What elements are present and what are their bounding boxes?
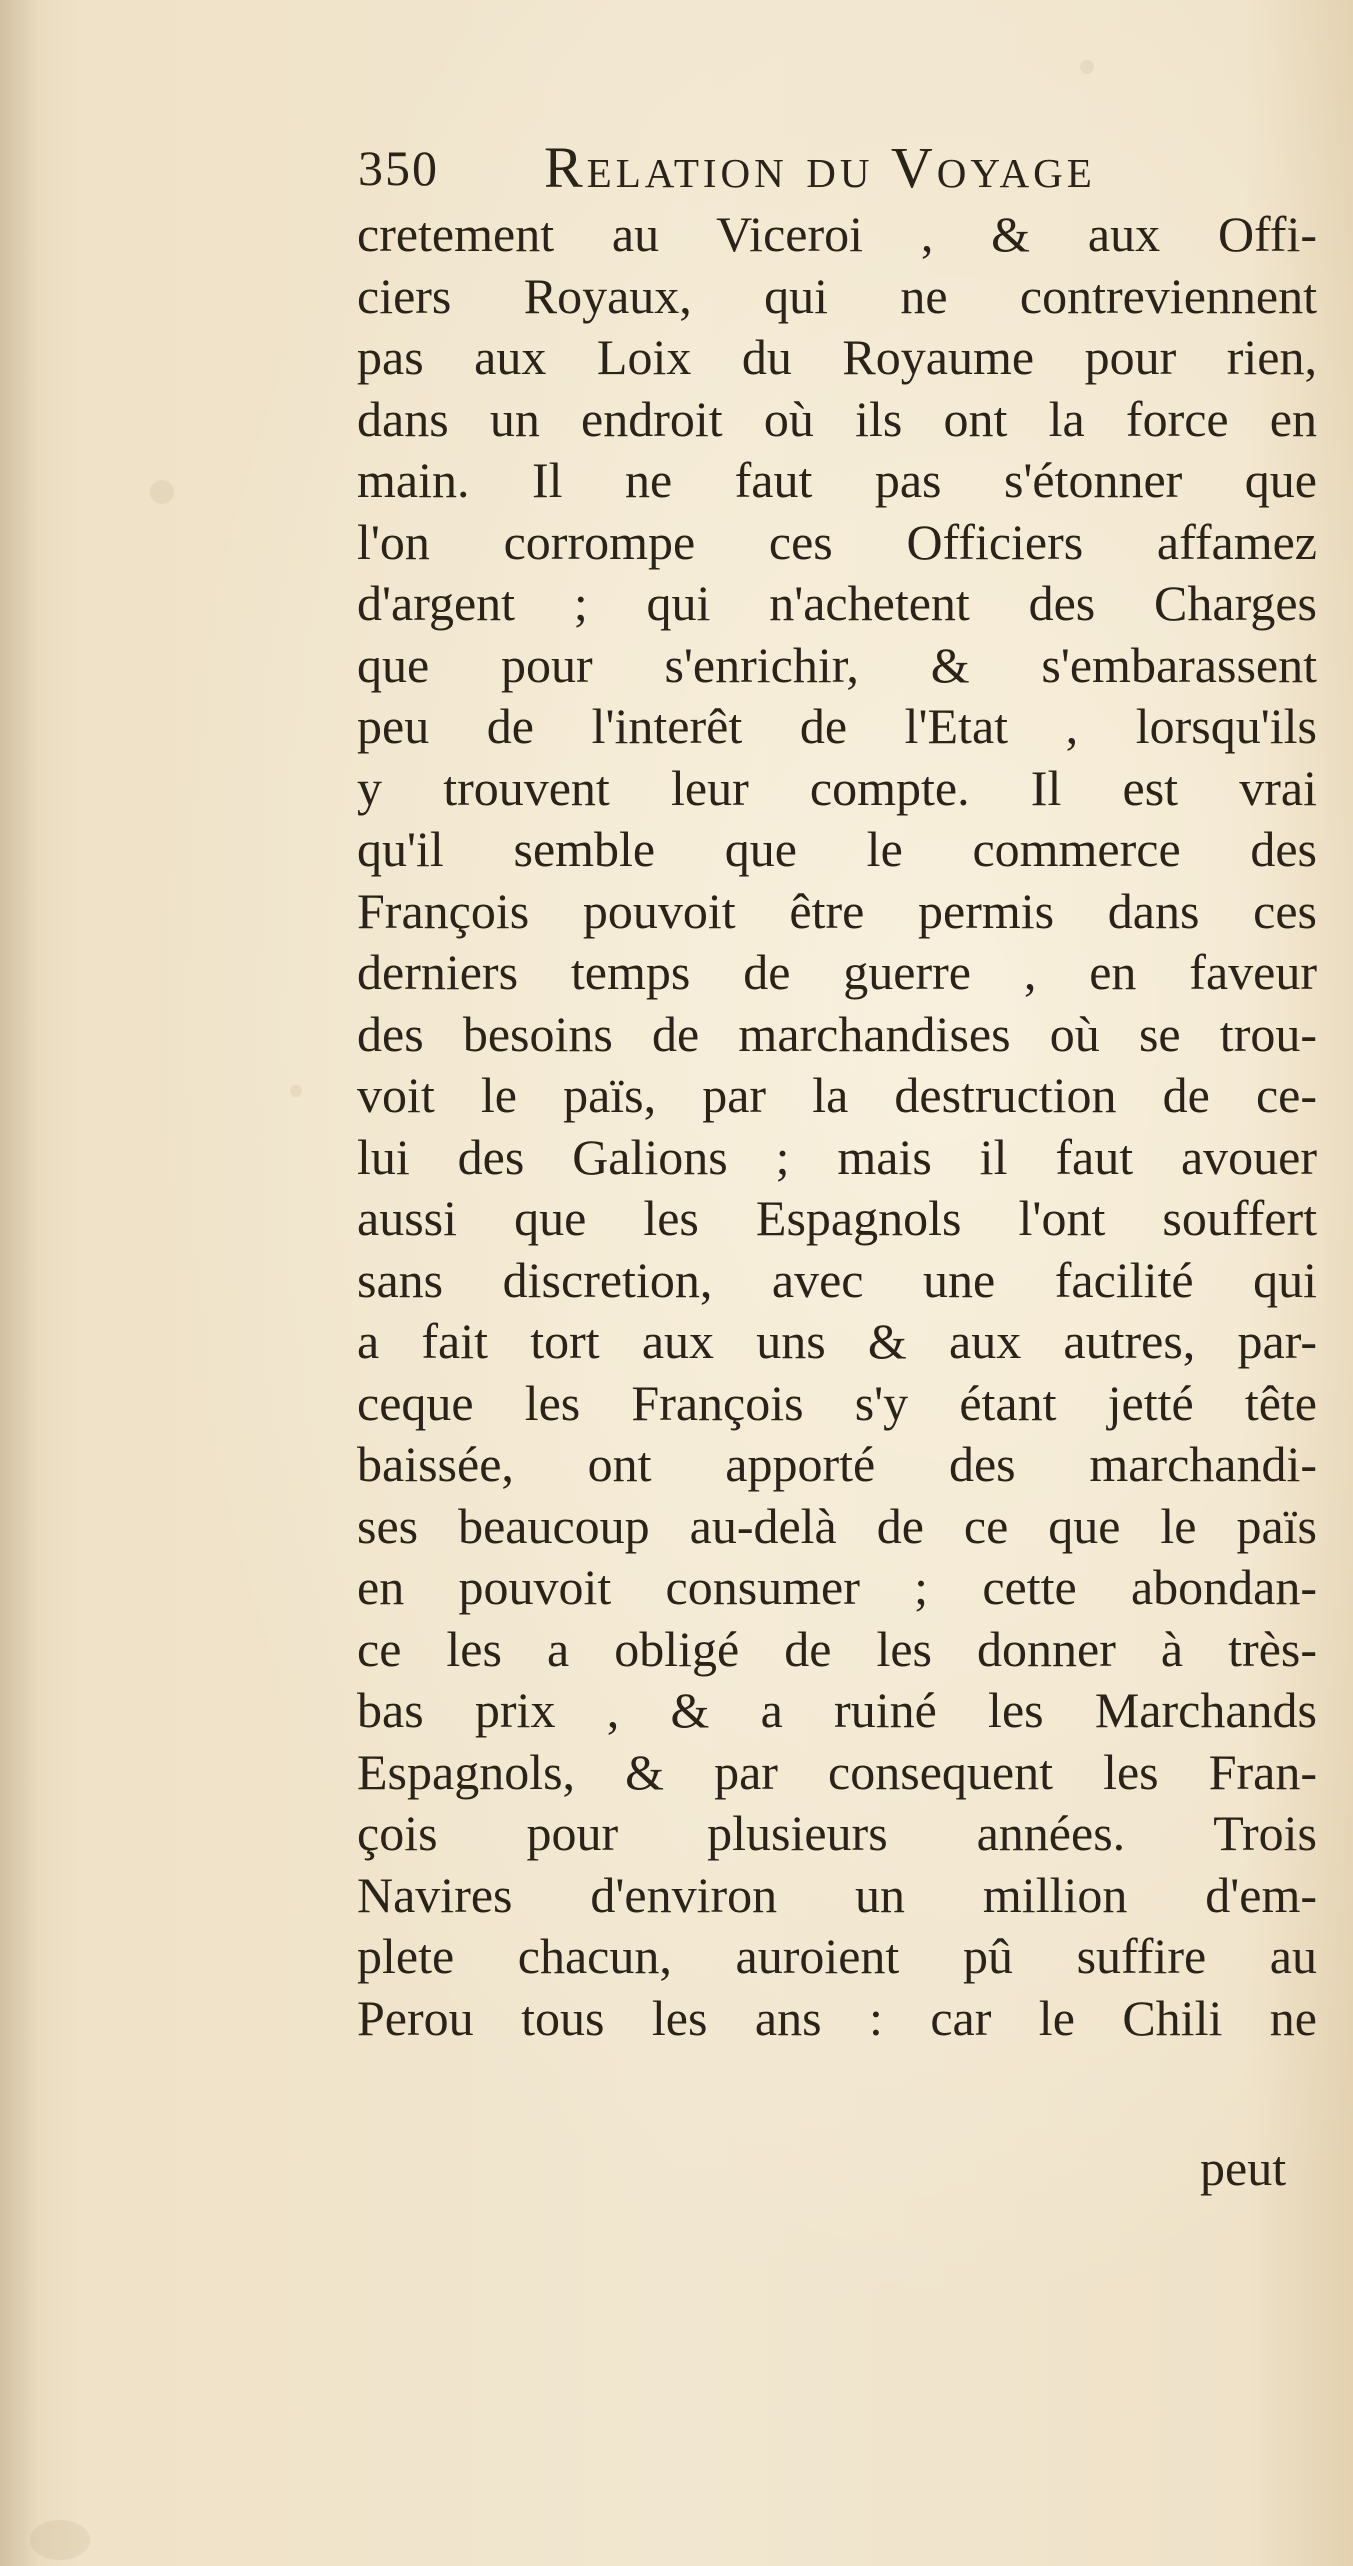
text-line: des besoins de marchandises où se trou- [357,1005,1317,1062]
text-line: bas prix , & a ruiné les Marchands [357,1682,1317,1738]
text-line: plete chacun, auroient pû suffire au [357,1928,1317,1984]
gutter-shadow [0,0,40,2566]
running-title: Relation du Voyage [544,135,1096,200]
text-line: d'argent ; qui n'achetent des Charges [357,575,1317,631]
text-line: main. Il ne faut pas s'étonner que [357,452,1317,508]
text-line: ce les a obligé de les donner à très- [357,1620,1317,1677]
text-line: cretement au Viceroi , & aux Offi- [357,206,1317,262]
text-line: ciers Royaux, qui ne contreviennent [357,267,1317,324]
text-line: voit le païs, par la destruction de ce- [357,1067,1317,1123]
paper-stain [30,2520,90,2560]
text-line: çois pour plusieurs années. Trois [357,1805,1317,1861]
text-line: peu de l'interêt de l'Etat , lorsqu'ils [357,698,1317,754]
text-line: en pouvoit consumer ; cette abondan- [357,1559,1317,1615]
page-header [358,128,1318,208]
text-line: pas aux Loix du Royaume pour rien, [357,329,1317,385]
catchword: peut [1200,2140,1287,2196]
text-line: sans discretion, avec une facilité qui [357,1251,1317,1308]
text-line: ses beaucoup au-delà de ce que le païs [357,1497,1317,1554]
text-line: baissée, ont apporté des marchandi- [357,1436,1317,1492]
text-line: François pouvoit être permis dans ces [357,882,1317,939]
text-line: derniers temps de guerre , en faveur [357,944,1317,1000]
text-line: ceque les François s'y étant jetté tête [357,1374,1317,1431]
text-line: Perou tous les ans : car le Chili ne [357,1989,1317,2046]
text-line: a fait tort aux uns & aux autres, par- [357,1313,1317,1369]
text-line: aussi que les Espagnols l'ont souffert [357,1190,1317,1246]
text-line: Navires d'environ un million d'em- [357,1866,1317,1923]
paper-stain [290,1085,302,1097]
text-line: que pour s'enrichir, & s'embarassent [357,636,1317,693]
text-line: Espagnols, & par consequent les Fran- [357,1743,1317,1800]
body-text [357,204,1317,2049]
text-line: qu'il semble que le commerce des [357,821,1317,877]
paper-stain [1080,60,1094,74]
text-line: l'on corrompe ces Officiers affamez [357,513,1317,570]
text-line: dans un endroit où ils ont la force en [357,390,1317,447]
text-line: y trouvent leur compte. Il est vrai [357,759,1317,816]
text-line: lui des Galions ; mais il faut avouer [357,1128,1317,1185]
paper-stain [150,480,174,504]
page-number: 350 [358,140,439,196]
